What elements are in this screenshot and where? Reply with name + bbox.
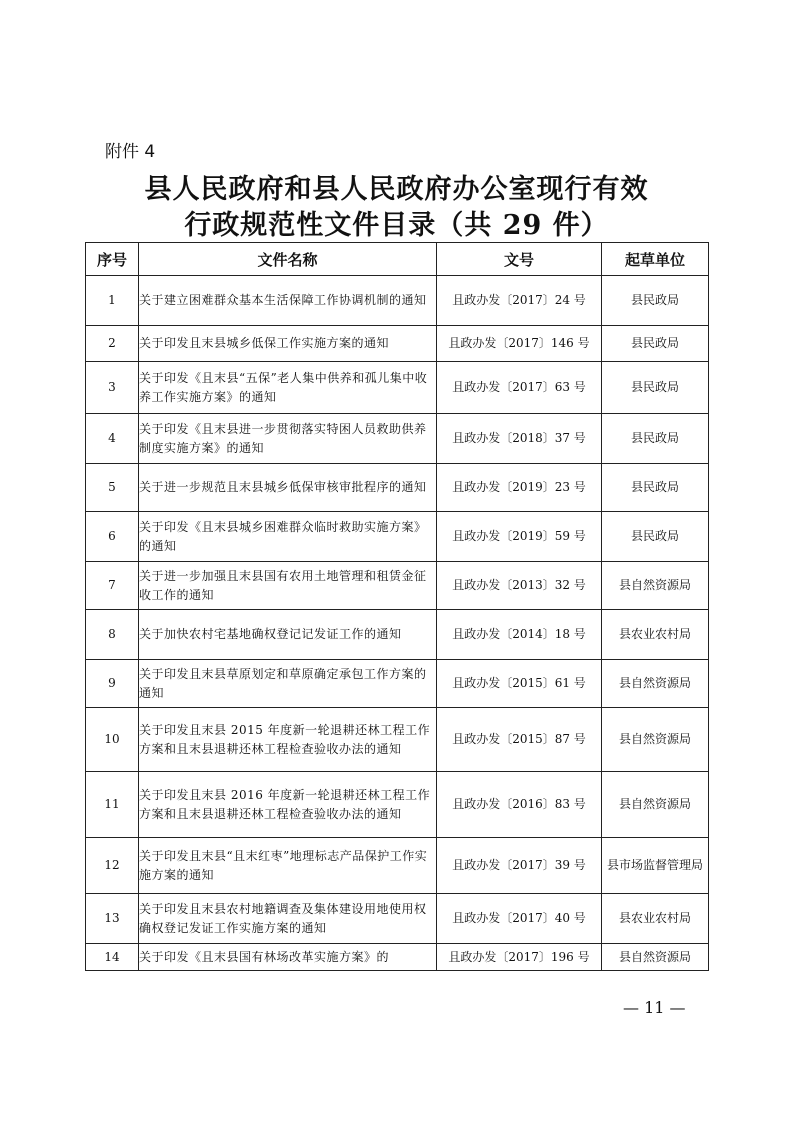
row-doc-number: 且政办发〔2013〕32 号 xyxy=(437,562,602,610)
row-doc-number: 且政办发〔2017〕196 号 xyxy=(437,944,602,971)
attachment-label: 附件 4 xyxy=(105,142,156,162)
row-doc-number: 且政办发〔2019〕23 号 xyxy=(437,464,602,512)
page-number: — 11 — xyxy=(623,998,686,1017)
row-name: 关于印发且末县农村地籍调查及集体建设用地使用权确权登记发证工作实施方案的通知 xyxy=(139,894,437,944)
row-name: 关于印发且末县 2015 年度新一轮退耕还林工程工作方案和且末县退耕还林工程检查验收办法的通知 xyxy=(139,708,437,772)
table-row xyxy=(86,464,709,512)
table-row xyxy=(86,326,709,362)
table-header-row xyxy=(86,243,709,276)
table-row xyxy=(86,660,709,708)
row-name: 关于印发《且末县进一步贯彻落实特困人员救助供养制度实施方案》的通知 xyxy=(139,414,437,464)
row-name: 关于印发且末县 2016 年度新一轮退耕还林工程工作方案和且末县退耕还林工程检查验收办法的通知 xyxy=(139,772,437,838)
row-doc-number: 且政办发〔2015〕87 号 xyxy=(437,708,602,772)
row-doc-number: 且政办发〔2017〕146 号 xyxy=(437,326,602,362)
row-seq: 9 xyxy=(86,660,139,708)
header-name: 文件名称 xyxy=(139,243,437,276)
row-seq: 6 xyxy=(86,512,139,562)
row-unit: 县民政局 xyxy=(602,326,709,362)
row-seq: 11 xyxy=(86,772,139,838)
row-doc-number: 且政办发〔2015〕61 号 xyxy=(437,660,602,708)
row-seq: 14 xyxy=(86,944,139,971)
row-name: 关于印发《且末县国有林场改革实施方案》的 xyxy=(139,944,437,971)
table-row xyxy=(86,708,709,772)
row-unit: 县民政局 xyxy=(602,362,709,414)
row-name: 关于印发且末县“且末红枣”地理标志产品保护工作实施方案的通知 xyxy=(139,838,437,894)
row-unit: 县农业农村局 xyxy=(602,610,709,660)
table-row xyxy=(86,362,709,414)
row-seq: 3 xyxy=(86,362,139,414)
row-seq: 5 xyxy=(86,464,139,512)
row-name: 关于进一步加强且末县国有农用土地管理和租赁金征收工作的通知 xyxy=(139,562,437,610)
row-name: 关于建立困难群众基本生活保障工作协调机制的通知 xyxy=(139,276,437,326)
header-doc-number: 文号 xyxy=(437,243,602,276)
row-seq: 13 xyxy=(86,894,139,944)
table-row xyxy=(86,512,709,562)
row-unit: 县民政局 xyxy=(602,464,709,512)
row-seq: 12 xyxy=(86,838,139,894)
table-row xyxy=(86,944,709,971)
row-seq: 7 xyxy=(86,562,139,610)
row-seq: 4 xyxy=(86,414,139,464)
row-seq: 8 xyxy=(86,610,139,660)
document-title-line-1: 县人民政府和县人民政府办公室现行有效 xyxy=(144,174,649,205)
row-name: 关于印发《且末县“五保”老人集中供养和孤儿集中收养工作实施方案》的通知 xyxy=(139,362,437,414)
row-doc-number: 且政办发〔2017〕63 号 xyxy=(437,362,602,414)
row-doc-number: 且政办发〔2019〕59 号 xyxy=(437,512,602,562)
row-name: 关于印发《且末县城乡困难群众临时救助实施方案》的通知 xyxy=(139,512,437,562)
row-seq: 10 xyxy=(86,708,139,772)
row-unit: 县自然资源局 xyxy=(602,660,709,708)
row-doc-number: 且政办发〔2016〕83 号 xyxy=(437,772,602,838)
row-name: 关于印发且末县城乡低保工作实施方案的通知 xyxy=(139,326,437,362)
row-unit: 县自然资源局 xyxy=(602,562,709,610)
row-doc-number: 且政办发〔2017〕39 号 xyxy=(437,838,602,894)
document-title-line-2: 行政规范性文件目录（共 29 件） xyxy=(184,210,609,241)
row-unit: 县农业农村局 xyxy=(602,894,709,944)
row-unit: 县市场监督管理局 xyxy=(602,838,709,894)
row-doc-number: 且政办发〔2018〕37 号 xyxy=(437,414,602,464)
row-doc-number: 且政办发〔2014〕18 号 xyxy=(437,610,602,660)
table-row xyxy=(86,610,709,660)
document-table xyxy=(85,242,709,971)
row-seq: 2 xyxy=(86,326,139,362)
row-doc-number: 且政办发〔2017〕24 号 xyxy=(437,276,602,326)
row-doc-number: 且政办发〔2017〕40 号 xyxy=(437,894,602,944)
row-unit: 县民政局 xyxy=(602,276,709,326)
table-row xyxy=(86,562,709,610)
row-unit: 县民政局 xyxy=(602,512,709,562)
header-seq: 序号 xyxy=(86,243,139,276)
header-drafting-unit: 起草单位 xyxy=(602,243,709,276)
row-unit: 县自然资源局 xyxy=(602,944,709,971)
table-row xyxy=(86,772,709,838)
table-row xyxy=(86,414,709,464)
row-unit: 县自然资源局 xyxy=(602,708,709,772)
row-unit: 县自然资源局 xyxy=(602,772,709,838)
table-row xyxy=(86,276,709,326)
row-unit: 县民政局 xyxy=(602,414,709,464)
row-name: 关于印发且末县草原划定和草原确定承包工作方案的通知 xyxy=(139,660,437,708)
table-row xyxy=(86,838,709,894)
row-seq: 1 xyxy=(86,276,139,326)
table-row xyxy=(86,894,709,944)
row-name: 关于加快农村宅基地确权登记记发证工作的通知 xyxy=(139,610,437,660)
row-name: 关于进一步规范且末县城乡低保审核审批程序的通知 xyxy=(139,464,437,512)
